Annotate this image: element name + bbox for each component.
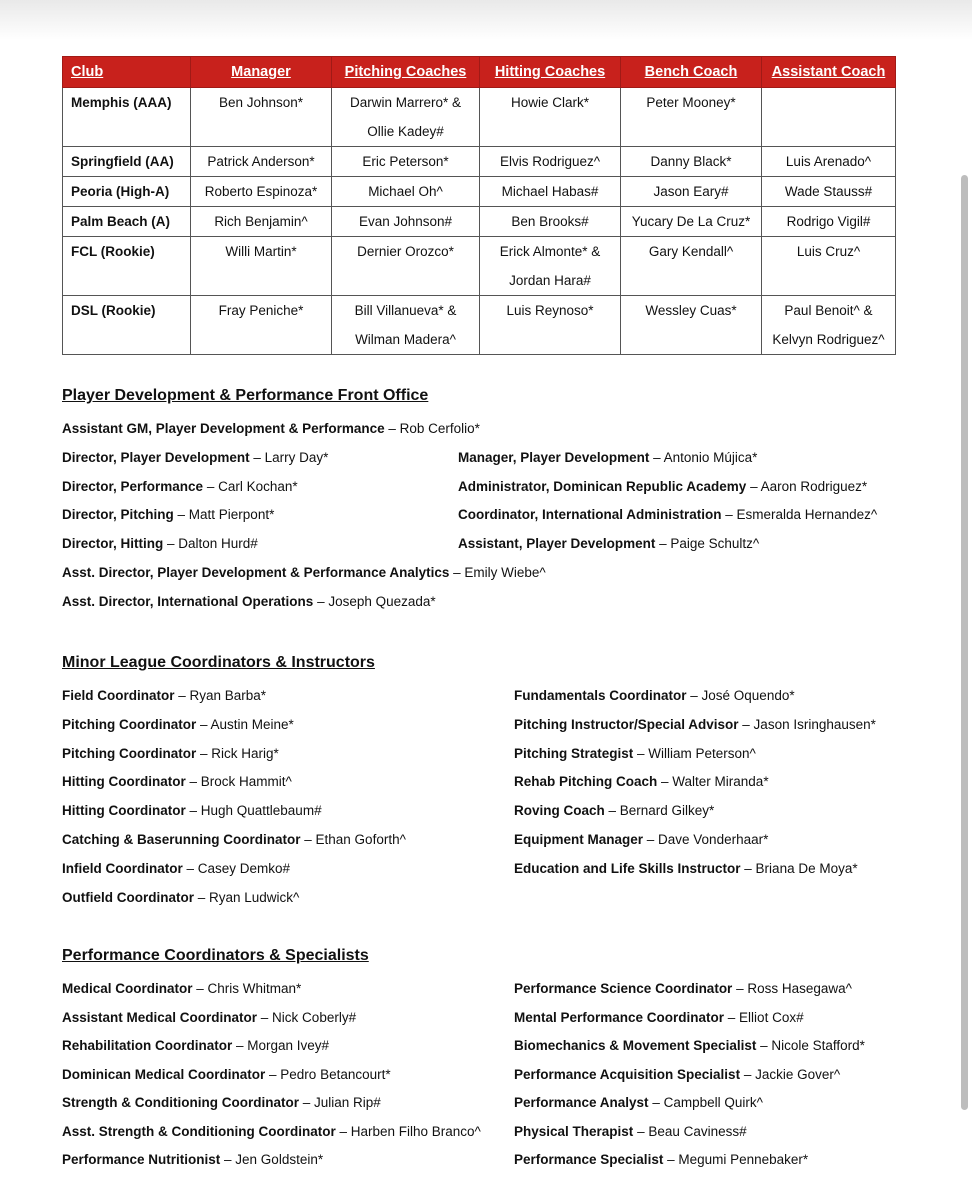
staff-entry	[458, 507, 877, 522]
person-name: – Casey Demko#	[182, 860, 291, 876]
cell-line: Ben Brooks#	[511, 214, 589, 229]
cell-line: Erick Almonte* &	[499, 244, 601, 259]
cell-line: Danny Black*	[650, 154, 732, 169]
role-label: Performance Specialist	[514, 1152, 664, 1167]
staff-entry	[514, 688, 795, 703]
person-name: – Megumi Pennebaker*	[663, 1152, 809, 1167]
cell-line: Darwin Marrero* &	[349, 95, 462, 110]
header-hitting-coaches: Hitting Coaches	[480, 57, 621, 88]
person-name: – Austin Meine*	[196, 716, 294, 732]
pitching-cell	[332, 237, 480, 296]
staff-entry	[62, 594, 436, 609]
club-cell: DSL (Rookie)	[63, 296, 191, 355]
staff-entry	[458, 479, 867, 494]
role-label: Performance Nutritionist	[62, 1152, 221, 1167]
role-label: Catching & Baserunning Coordinator	[62, 832, 301, 847]
club-cell: Palm Beach (A)	[63, 207, 191, 237]
cell-line: Eric Peterson*	[362, 154, 449, 169]
header-pitching-coaches: Pitching Coaches	[332, 57, 480, 88]
staff-entry	[514, 1152, 808, 1167]
assistant-cell	[762, 88, 896, 147]
role-label: Roving Coach	[514, 803, 605, 819]
staff-entry	[62, 479, 298, 494]
staff-entry	[62, 832, 406, 847]
person-name: – Antonio Мújica*	[649, 449, 758, 465]
role-label: Hitting Coordinator	[62, 774, 186, 790]
role-label: Assistant, Player Development	[458, 536, 656, 552]
manager-cell	[191, 237, 332, 296]
cell-line: Wessley Cuas*	[645, 303, 737, 318]
staff-entry	[62, 688, 266, 703]
person-name: – Ryan Ludwick^	[194, 889, 300, 905]
staff-entry	[458, 536, 759, 551]
staff-entry	[62, 1095, 381, 1110]
staff-entry	[458, 450, 757, 465]
pitching-cell	[332, 296, 480, 355]
role-label: Manager, Player Development	[458, 449, 650, 465]
person-name: – Paige Schultz^	[655, 536, 760, 552]
role-label: Director, Hitting	[62, 536, 164, 552]
performance-title: Performance Coordinators & Specialists	[62, 947, 369, 964]
cell-line: Rich Benjamin^	[214, 214, 308, 229]
person-name: – Larry Day*	[249, 449, 329, 465]
person-name: – Briana De Moya*	[740, 860, 858, 876]
staff-entry	[62, 1010, 356, 1025]
person-name: – Emily Wiebe^	[449, 565, 546, 580]
role-label: Mental Performance Coordinator	[514, 1009, 725, 1025]
club-cell: Springfield (AA)	[63, 147, 191, 177]
cell-line: Luis Cruz^	[796, 244, 861, 259]
pitching-cell	[332, 147, 480, 177]
cell-line: Paul Benoit^ &	[784, 303, 873, 318]
cell-line: Jordan Hara#	[509, 273, 591, 288]
cell-line: Kelvyn Rodriguez^	[772, 332, 885, 347]
cell-line: Luis Arenado^	[785, 154, 872, 169]
role-label: Coordinator, International Administration	[458, 507, 722, 523]
club-cell: Peoria (High-A)	[63, 177, 191, 207]
staff-entry	[62, 1124, 481, 1139]
person-name: – Chris Whitman*	[192, 981, 302, 996]
staff-entry	[514, 717, 876, 732]
hitting-cell	[480, 237, 621, 296]
role-label: Outfield Coordinator	[62, 889, 194, 905]
bench-cell	[621, 88, 762, 147]
person-name: – Bernard Gilkey*	[604, 803, 715, 819]
cell-line: Ben Johnson*	[218, 95, 304, 110]
hitting-cell	[480, 177, 621, 207]
person-name: – Dave Vonderhaar*	[643, 832, 769, 847]
role-label: Asst. Director, International Operations	[62, 593, 314, 609]
person-name: – Rick Harig*	[196, 745, 279, 761]
staff-entry	[62, 803, 322, 818]
hitting-cell	[480, 296, 621, 355]
cell-line: Gary Kendall^	[648, 244, 734, 259]
roster-table	[62, 56, 896, 355]
person-name: – William Peterson^	[633, 745, 756, 761]
manager-cell	[191, 296, 332, 355]
staff-entry	[62, 746, 279, 761]
table-row	[63, 177, 896, 207]
role-label: Pitching Coordinator	[62, 716, 197, 732]
manager-cell	[191, 88, 332, 147]
assistant-cell	[762, 296, 896, 355]
person-name: – Joseph Quezada*	[313, 593, 436, 609]
cell-line: Elvis Rodriguez^	[499, 154, 601, 169]
scrollbar[interactable]	[961, 175, 968, 1110]
person-name: – Aaron Rodriguez*	[746, 478, 868, 494]
hitting-cell	[480, 207, 621, 237]
staff-entry	[514, 1067, 840, 1082]
person-name: – Pedro Betancourt*	[265, 1066, 391, 1082]
role-label: Director, Performance	[62, 478, 204, 494]
role-label: Field Coordinator	[62, 688, 175, 703]
person-name: – Julian Rip#	[298, 1095, 381, 1110]
role-label: Dominican Medical Coordinator	[62, 1066, 266, 1082]
staff-entry	[514, 746, 756, 761]
cell-line: Roberto Espinoza*	[204, 184, 318, 199]
header-manager: Manager	[191, 57, 332, 88]
role-label: Education and Life Skills Instructor	[514, 860, 741, 876]
person-name: – Jen Goldstein*	[220, 1152, 324, 1167]
table-row	[63, 88, 896, 147]
person-name: – Matt Pierpont*	[173, 507, 275, 523]
staff-entry	[514, 774, 769, 789]
staff-entry	[62, 981, 301, 996]
person-name: – Campbell Quirk^	[648, 1095, 763, 1110]
role-label: Hitting Coordinator	[62, 803, 186, 819]
person-name: – Jason Isringhausen*	[738, 716, 876, 732]
cell-line: Michael Habas#	[501, 184, 599, 199]
pitching-cell	[332, 88, 480, 147]
staff-entry	[62, 717, 294, 732]
manager-cell	[191, 147, 332, 177]
staff-entry	[62, 890, 299, 905]
role-label: Assistant Medical Coordinator	[62, 1009, 258, 1025]
role-label: Rehab Pitching Coach	[514, 774, 658, 790]
cell-line: Howie Clark*	[510, 95, 590, 110]
role-label: Infield Coordinator	[62, 860, 183, 876]
cell-line: Dernier Orozco*	[357, 244, 454, 259]
assistant-cell	[762, 207, 896, 237]
staff-entry	[62, 1152, 323, 1167]
person-name: – Carl Kochan*	[203, 478, 298, 494]
table-row	[63, 207, 896, 237]
club-cell: FCL (Rookie)	[63, 237, 191, 296]
cell-line: Fray Peniche*	[218, 303, 304, 318]
person-name: – Esmeralda Hernandez^	[721, 507, 878, 523]
club-cell: Memphis (AAA)	[63, 88, 191, 147]
staff-entry	[62, 861, 290, 876]
front-office-title: Player Development & Performance Front Office	[62, 387, 429, 404]
role-label: Fundamentals Coordinator	[514, 688, 687, 703]
cell-line: Patrick Anderson*	[207, 154, 315, 169]
hitting-cell	[480, 147, 621, 177]
person-name: – Beau Caviness#	[633, 1123, 747, 1139]
cell-line: Willi Martin*	[225, 244, 297, 259]
staff-entry	[62, 507, 274, 522]
assistant-cell	[762, 177, 896, 207]
staff-entry	[514, 861, 858, 876]
role-label: Performance Acquisition Specialist	[514, 1066, 741, 1082]
staff-entry	[514, 1124, 747, 1139]
header-club: Club	[63, 57, 191, 88]
role-label: Physical Therapist	[514, 1123, 634, 1139]
role-label: Director, Pitching	[62, 507, 174, 523]
role-label: Assistant GM, Player Development & Performance	[62, 421, 385, 436]
cell-line: Wilman Madera^	[355, 332, 456, 347]
staff-entry	[514, 981, 852, 996]
role-label: Pitching Strategist	[514, 745, 634, 761]
bench-cell	[621, 237, 762, 296]
person-name: – Morgan Ivey#	[232, 1038, 330, 1053]
cell-line: Ollie Kadey#	[367, 124, 444, 139]
person-name: – Ethan Goforth^	[300, 832, 406, 847]
table-header-row	[63, 57, 896, 88]
assistant-cell	[762, 147, 896, 177]
bench-cell	[621, 177, 762, 207]
person-name: – Nick Coberly#	[257, 1009, 357, 1025]
person-name: – Ross Hasegawa^	[732, 981, 852, 996]
person-name: – Nicole Stafford*	[756, 1038, 865, 1053]
manager-cell	[191, 177, 332, 207]
bench-cell	[621, 296, 762, 355]
header-assistant-coach: Assistant Coach	[762, 57, 896, 88]
bench-cell	[621, 147, 762, 177]
staff-entry	[62, 536, 258, 551]
table-row	[63, 147, 896, 177]
role-label: Asst. Director, Player Development & Performance Analytics	[62, 565, 450, 580]
hitting-cell	[480, 88, 621, 147]
role-label: Pitching Coordinator	[62, 745, 197, 761]
person-name: – Elliot Cox#	[724, 1009, 804, 1025]
staff-entry	[62, 565, 546, 580]
staff-entry	[62, 421, 480, 436]
role-label: Rehabilitation Coordinator	[62, 1038, 233, 1053]
staff-entry	[62, 774, 292, 789]
cell-line: Evan Johnson#	[358, 214, 453, 229]
cell-line: Jason Eary#	[653, 184, 729, 199]
staff-entry	[514, 1010, 804, 1025]
cell-line: Rodrigo Vigil#	[786, 214, 871, 229]
pitching-cell	[332, 177, 480, 207]
role-label: Asst. Strength & Conditioning Coordinator	[62, 1123, 336, 1139]
staff-entry	[514, 1038, 865, 1053]
role-label: Administrator, Dominican Republic Academy	[458, 478, 747, 494]
pitching-cell	[332, 207, 480, 237]
role-label: Medical Coordinator	[62, 981, 193, 996]
table-row	[63, 296, 896, 355]
person-name: – Ryan Barba*	[174, 688, 267, 703]
person-name: – Rob Cerfolio*	[384, 421, 480, 436]
cell-line: Wade Stauss#	[784, 184, 873, 199]
role-label: Biomechanics & Movement Specialist	[514, 1038, 757, 1053]
person-name: – Jackie Gover^	[740, 1066, 841, 1082]
assistant-cell	[762, 237, 896, 296]
staff-entry	[514, 803, 714, 818]
role-label: Pitching Instructor/Special Advisor	[514, 716, 739, 732]
role-label: Equipment Manager	[514, 832, 644, 847]
staff-entry	[514, 1095, 763, 1110]
role-label: Performance Analyst	[514, 1095, 649, 1110]
person-name: – José Oquendo*	[686, 688, 795, 703]
person-name: – Walter Miranda*	[657, 774, 769, 790]
staff-entry	[514, 832, 768, 847]
coordinators-title: Minor League Coordinators & Instructors	[62, 654, 375, 671]
bench-cell	[621, 207, 762, 237]
staff-entry	[62, 1067, 391, 1082]
role-label: Strength & Conditioning Coordinator	[62, 1095, 299, 1110]
person-name: – Harben Filho Branco^	[335, 1123, 481, 1139]
staff-entry	[62, 450, 328, 465]
cell-line: Yucary De La Cruz*	[631, 214, 751, 229]
cell-line: Peter Mooney*	[646, 95, 736, 110]
manager-cell	[191, 207, 332, 237]
person-name: – Brock Hammit^	[185, 774, 292, 790]
cell-line: Luis Reynoso*	[506, 303, 594, 318]
cell-line: Michael Oh^	[368, 184, 443, 199]
person-name: – Dalton Hurd#	[163, 536, 258, 552]
role-label: Director, Player Development	[62, 449, 250, 465]
top-shadow	[0, 0, 972, 40]
cell-line: Bill Villanueva* &	[354, 303, 457, 318]
role-label: Performance Science Coordinator	[514, 981, 733, 996]
table-row	[63, 237, 896, 296]
staff-entry	[62, 1038, 329, 1053]
person-name: – Hugh Quattlebaum#	[185, 803, 322, 819]
header-bench-coach: Bench Coach	[621, 57, 762, 88]
